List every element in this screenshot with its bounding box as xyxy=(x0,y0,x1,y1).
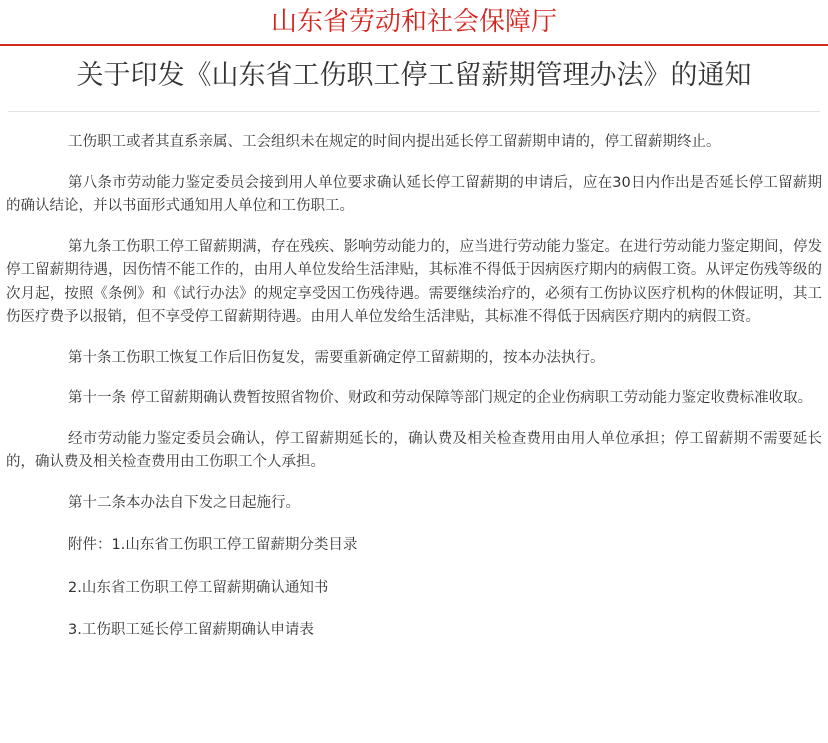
attachment-2: 2.山东省工伤职工停工留薪期确认通知书 xyxy=(68,579,329,596)
site-title[interactable]: 山东省劳动和社会保障厅 xyxy=(270,7,557,37)
attachment-3: 3.工伤职工延长停工留薪期确认申请表 xyxy=(68,622,314,638)
site-header xyxy=(0,0,828,46)
attachment-1: 附件：1.山东省工伤职工停工留薪期分类目录 xyxy=(68,537,358,553)
paragraph-4: 第十条工伤职工恢复工作后旧伤复发，需要重新确定停工留薪期的，按本办法执行。 xyxy=(68,349,605,366)
paragraph-1: 工伤职工或者其直系亲属、工会组织未在规定的时间内提出延长停工留薪期申请的，停工留薪期终止。 xyxy=(68,134,721,150)
document-title: 关于印发《山东省工伤职工停工留薪期管理办法》的通知 xyxy=(76,60,752,91)
document-body xyxy=(0,131,828,643)
paragraph-7: 第十二条本办法自下发之日起施行。 xyxy=(68,494,300,511)
paragraph-6: 经市劳动能力鉴定委员会确认，停工留薪期延长的，确认费及相关检查费用由用人单位承担；停工留薪期不需要延长的，确认费及相关检查费用由工伤职工个人承担。 xyxy=(6,430,822,470)
paragraph-5: 第十一条 停工留薪期确认费暂按照省物价、财政和劳动保障等部门规定的企业伤病职工劳动能力鉴定收费标准收取。 xyxy=(68,390,813,406)
paragraph-2: 第八条市劳动能力鉴定委员会接到用人单位要求确认延长停工留薪期的申请后，应在30日内作出是否延长停工留薪期的确认结论，并以书面形式通知用人单位和工伤职工。 xyxy=(6,174,822,214)
document-title-bar xyxy=(8,46,820,112)
paragraph-3: 第九条工伤职工停工留薪期满，存在残疾、影响劳动能力的，应当进行劳动能力鉴定。在进行劳动能力鉴定期间，停发停工留薪期待遇，因伤情不能工作的，由用人单位发给生活津贴，其标准不得低于因病医疗期内的病假工资。从评定伤残等级的次月起，按照《条例》和《试行办法》的规定享受因工伤残待遇。需要继续治疗的，必须有工伤协议医疗机构的休假证明，其工伤医疗费予以报销，但不享受停工留薪期待遇。由用人单位发给生活津贴，其标准不得低于因病医疗期内的病假工资。 xyxy=(6,238,822,325)
